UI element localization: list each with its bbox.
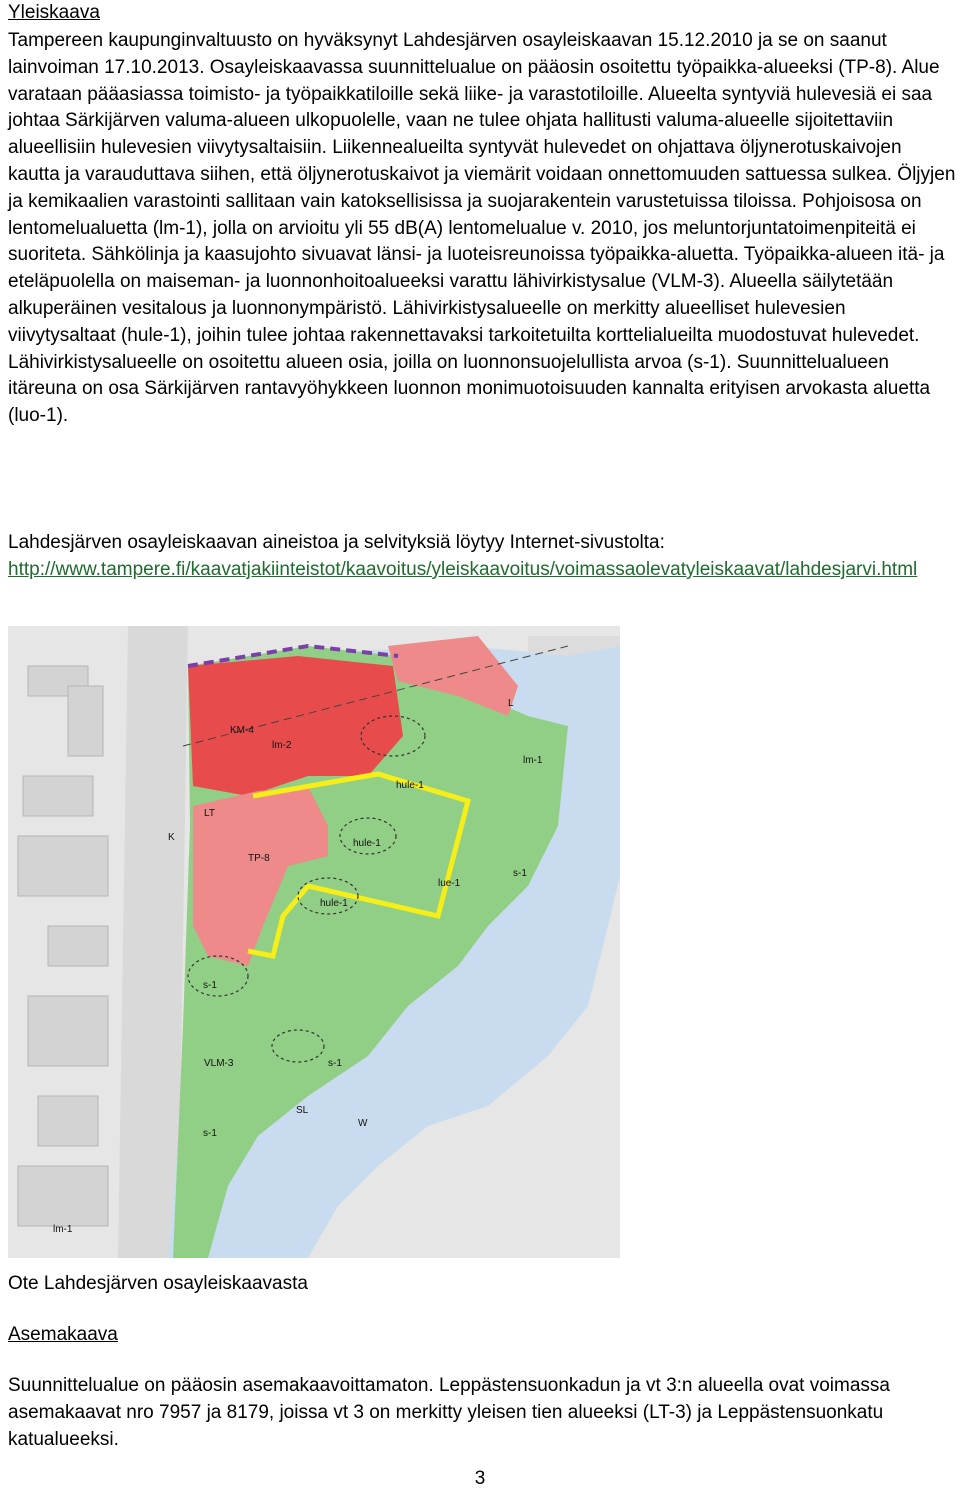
map-label-sl: SL bbox=[296, 1105, 309, 1116]
map-label-hule1-c: hule-1 bbox=[320, 898, 348, 909]
map-label-lm1-bottom: lm-1 bbox=[53, 1224, 73, 1235]
map-label-s1-c: s-1 bbox=[328, 1058, 342, 1069]
map-caption: Ote Lahdesjärven osayleiskaavasta bbox=[8, 1273, 308, 1294]
map-label-lue1: lue-1 bbox=[438, 878, 461, 889]
map-label-vlm3: VLM-3 bbox=[204, 1058, 234, 1069]
yleiskaava-paragraph: Tampereen kaupunginvaltuusto on hyväksynyt Lahdesjärven osayleiskaavan 15.12.2010 ja se on saanut lainvoiman 17.10.2013. Osayleiskaavassa suunnittelualue on pääosin osoitettu työpaikka-alueeksi (TP-8). Alue varataan pääasiassa toimisto- ja työpaikkatiloille sekä liike- ja varastotiloille. Alueelta syntyviä hulevesiä ei saa johtaa Särkijärven valuma-alueen ulkopuolelle, vaan ne tulee ohjata hallitusti valuma-alueelle sijoitettaviin alueellisiin hulevesien viivytysaltaisiin. Liikennealueilta syntyvät hulevedet on ohjattava öljynerotuskaivojen kautta ja varauduttava siihen, että öljynerotuskaivot ja viemärit voidaan onnettomuuden sattuessa sulkea. Öljyjen ja kemikaalien varastointi sallitaan vain katoksellisissa ja suojarakentein varustetuissa tiloissa. Pohjoisosa on lentomelualuetta (lm-1), jolla on arvioitu yli 55 dB(A) lentomelualue v. 2010, jos meluntorjuntatoimenpiteitä ei suoriteta. Sähkölinja ja kaasujohto sivuavat länsi- ja luoteisreunoissa työpaikka-aluetta. Työpaikka-alueen itä- ja eteläpuolella on maiseman- ja luonnonhoitoalueeksi varattu lähivirkistysalue (VLM-3). Alueella säilytetään alkuperäinen vesitalous ja luonnonympäristö. Lähivirkistysalueelle on merkitty alueelliset hulevesien viivytysaltaat (hule-1), joihin tulee johtaa rakennettavaksi tarkoitetuilta korttelialueilta muodostuvat hulevedet. Lähivirkistysalueelle on osoitettu alueen osia, joilla on luonnonsuojelullista arvoa (s-1). Suunnittelualueen itäreuna on osa Särkijärven rantavyöhykkeen luonnon monimuotoisuuden kannalta erityisen arvokasta aluetta (luo-1). bbox=[8, 30, 956, 427]
map-label-lm1-top: lm-1 bbox=[523, 755, 543, 766]
links-intro: Lahdesjärven osayleiskaavan aineistoa ja selvityksiä löytyy Internet-sivustolta: bbox=[8, 532, 665, 553]
map-label-hule1-b: hule-1 bbox=[353, 838, 381, 849]
map-drawing bbox=[8, 626, 620, 1258]
map-label-k: K bbox=[168, 832, 175, 843]
map-label-hule1-a: hule-1 bbox=[396, 780, 424, 791]
map-label-s1-d: s-1 bbox=[203, 1128, 217, 1139]
map-label-w: W bbox=[358, 1118, 368, 1129]
map-label-s1-b: s-1 bbox=[203, 980, 217, 991]
general-plan-map bbox=[8, 626, 620, 1258]
map-label-tp8: TP-8 bbox=[248, 853, 270, 864]
map-label-l: L bbox=[508, 698, 514, 709]
map-label-km4: KM-4 bbox=[230, 725, 254, 736]
page-number: 3 bbox=[474, 1468, 486, 1489]
section-heading-yleiskaava: Yleiskaava bbox=[8, 2, 100, 23]
asemakaava-paragraph: Suunnittelualue on pääosin asemakaavoittamaton. Leppästensuonkadun ja vt 3:n alueella ovat voimassa asemakaavat nro 7957 ja 8179, joissa vt 3 on merkitty yleisen tien alueeksi (LT-3) ja Leppästensuonkatu katualueeksi. bbox=[8, 1375, 890, 1450]
map-label-lt: LT bbox=[204, 808, 215, 819]
map-label-s1-a: s-1 bbox=[513, 868, 527, 879]
yleiskaava-link[interactable]: http://www.tampere.fi/kaavatjakiinteistot/kaavoitus/yleiskaavoitus/voimassaolevatyleiskaavat/lahdesjarvi.html bbox=[8, 559, 918, 580]
map-label-lm2: lm-2 bbox=[272, 740, 292, 751]
section-heading-asemakaava: Asemakaava bbox=[8, 1324, 118, 1345]
